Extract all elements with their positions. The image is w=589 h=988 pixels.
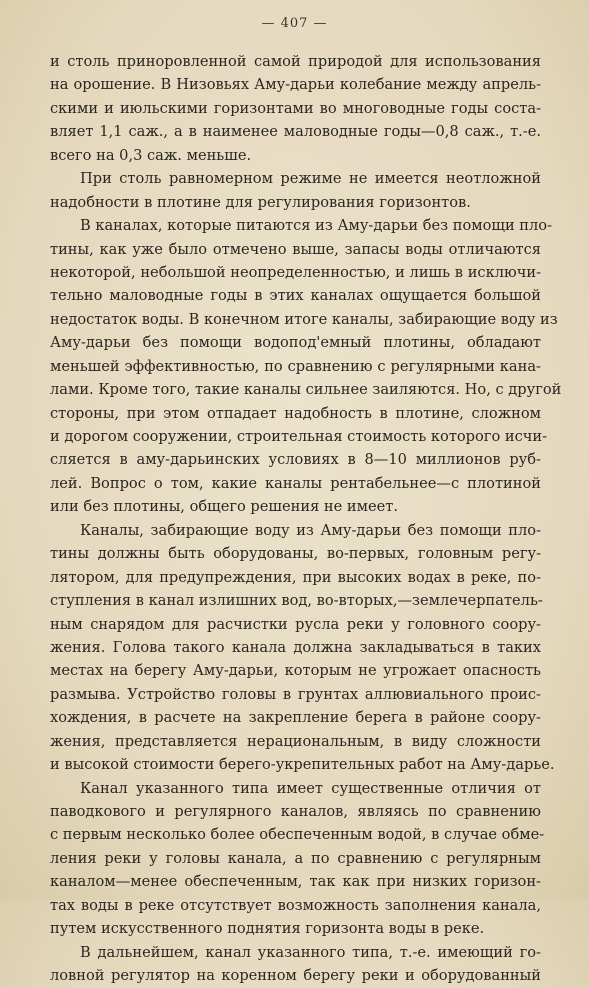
text-line: и высокой стоимости берего-укрепительных работ на Аму-дарье. [50, 756, 555, 774]
paragraph [50, 167, 541, 214]
text-line: Каналы, забирающие воду из Аму-дарьи без помощи пло- [80, 521, 541, 539]
text-line: паводкового и регулярного каналов, являясь по сравнению [50, 803, 541, 820]
text-line: ления реки у головы канала, а по сравнению с регулярным [50, 849, 541, 867]
text-line: путем искусственного поднятия горизонта воды в реке. [50, 920, 485, 938]
text-line: тельно маловодные годы в этих каналах ощущается большой [50, 287, 541, 305]
text-line: тины должны быть оборудованы, во-первых, головным регу- [50, 545, 541, 563]
text-line: Канал указанного типа имеет существенные отличия от [80, 779, 541, 797]
text-line: хождения, в расчете на закрепление берега в районе соору- [50, 709, 541, 727]
text-line: При столь равномерном режиме не имеется неотложной [80, 170, 541, 188]
page-number: — 407 — [261, 16, 328, 31]
text-line: ным снарядом для расчистки русла реки у головного соору- [50, 615, 541, 633]
text-line: тины, как уже было отмечено выше, запасы воды отличаются [50, 240, 541, 258]
text-line: В каналах, которые питаются из Аму-дарьи без помощи пло- [80, 217, 553, 235]
text-line: лятором, для предупреждения, при высоких водах в реке, по- [50, 568, 541, 586]
text-line: на орошение. В Низовьях Аму-дарьи колебание между апрель- [50, 76, 541, 94]
text-line: В дальнейшем, канал указанного типа, т.-е. имеющий го- [80, 943, 541, 961]
paragraph [50, 50, 541, 167]
text-line: местах на берегу Аму-дарьи, которым не угрожает опасность [50, 662, 541, 680]
text-line: меньшей эффективностью, по сравнению с регулярными кана- [50, 357, 541, 375]
paragraph [50, 941, 541, 988]
text-line: всего на 0,3 саж. меньше. [50, 146, 252, 164]
text-line: лами. Кроме того, такие каналы сильнее заиляются. Но, с другой [50, 381, 562, 399]
text-line: надобности в плотине для регулирования горизонтов. [50, 193, 471, 211]
text-line: недостаток воды. В конечном итоге каналы, забирающие воду из [50, 310, 558, 328]
text-line: размыва. Устройство головы в грунтах аллювиального проис- [50, 685, 541, 703]
text-line: жения. Голова такого канала должна закладываться в таких [50, 638, 541, 656]
text-line: вляет 1,1 саж., а в наименее маловодные годы—0,8 саж., т.-е. [50, 123, 541, 141]
text-line: лей. Вопрос о том, какие каналы рентабельнее—с плотиной [50, 474, 541, 492]
text-line: или без плотины, общего решения не имеет. [50, 498, 398, 516]
text-line: и дорогом сооружении, строительная стоимость которого исчи- [50, 428, 548, 445]
text-line: каналом—менее обеспеченным, так как при низких горизон- [50, 873, 541, 891]
paragraph [50, 519, 555, 777]
text-line: ловной регулятор на коренном берегу реки и оборудованный [50, 967, 541, 985]
text-line: ступления в канал излишних вод, во-вторых,—землечерпатель- [50, 592, 543, 610]
body-text [50, 50, 562, 988]
text-line: с первым несколько более обеспеченным водой, в случае обме- [50, 826, 545, 844]
text-line: некоторой, небольшой неопределенностью, и лишь в исключи- [50, 263, 541, 281]
paragraph [50, 214, 562, 519]
paragraph [50, 777, 545, 941]
text-line: и столь приноровленной самой природой для использования [50, 53, 541, 70]
text-line: стороны, при этом отпадает надобность в плотине, сложном [50, 404, 541, 422]
text-line: скими и июльскими горизонтами во многоводные годы соста- [50, 99, 541, 117]
text-line: жения, представляется нерациональным, в виду сложности [50, 732, 541, 750]
text-line: тах воды в реке отсутствует возможность заполнения канала, [50, 896, 541, 914]
text-line: Аму-дарьи без помощи водопод'емный плотины, обладают [50, 334, 541, 352]
text-line: сляется в аму-дарьинских условиях в 8—10 миллионов руб- [50, 451, 541, 469]
